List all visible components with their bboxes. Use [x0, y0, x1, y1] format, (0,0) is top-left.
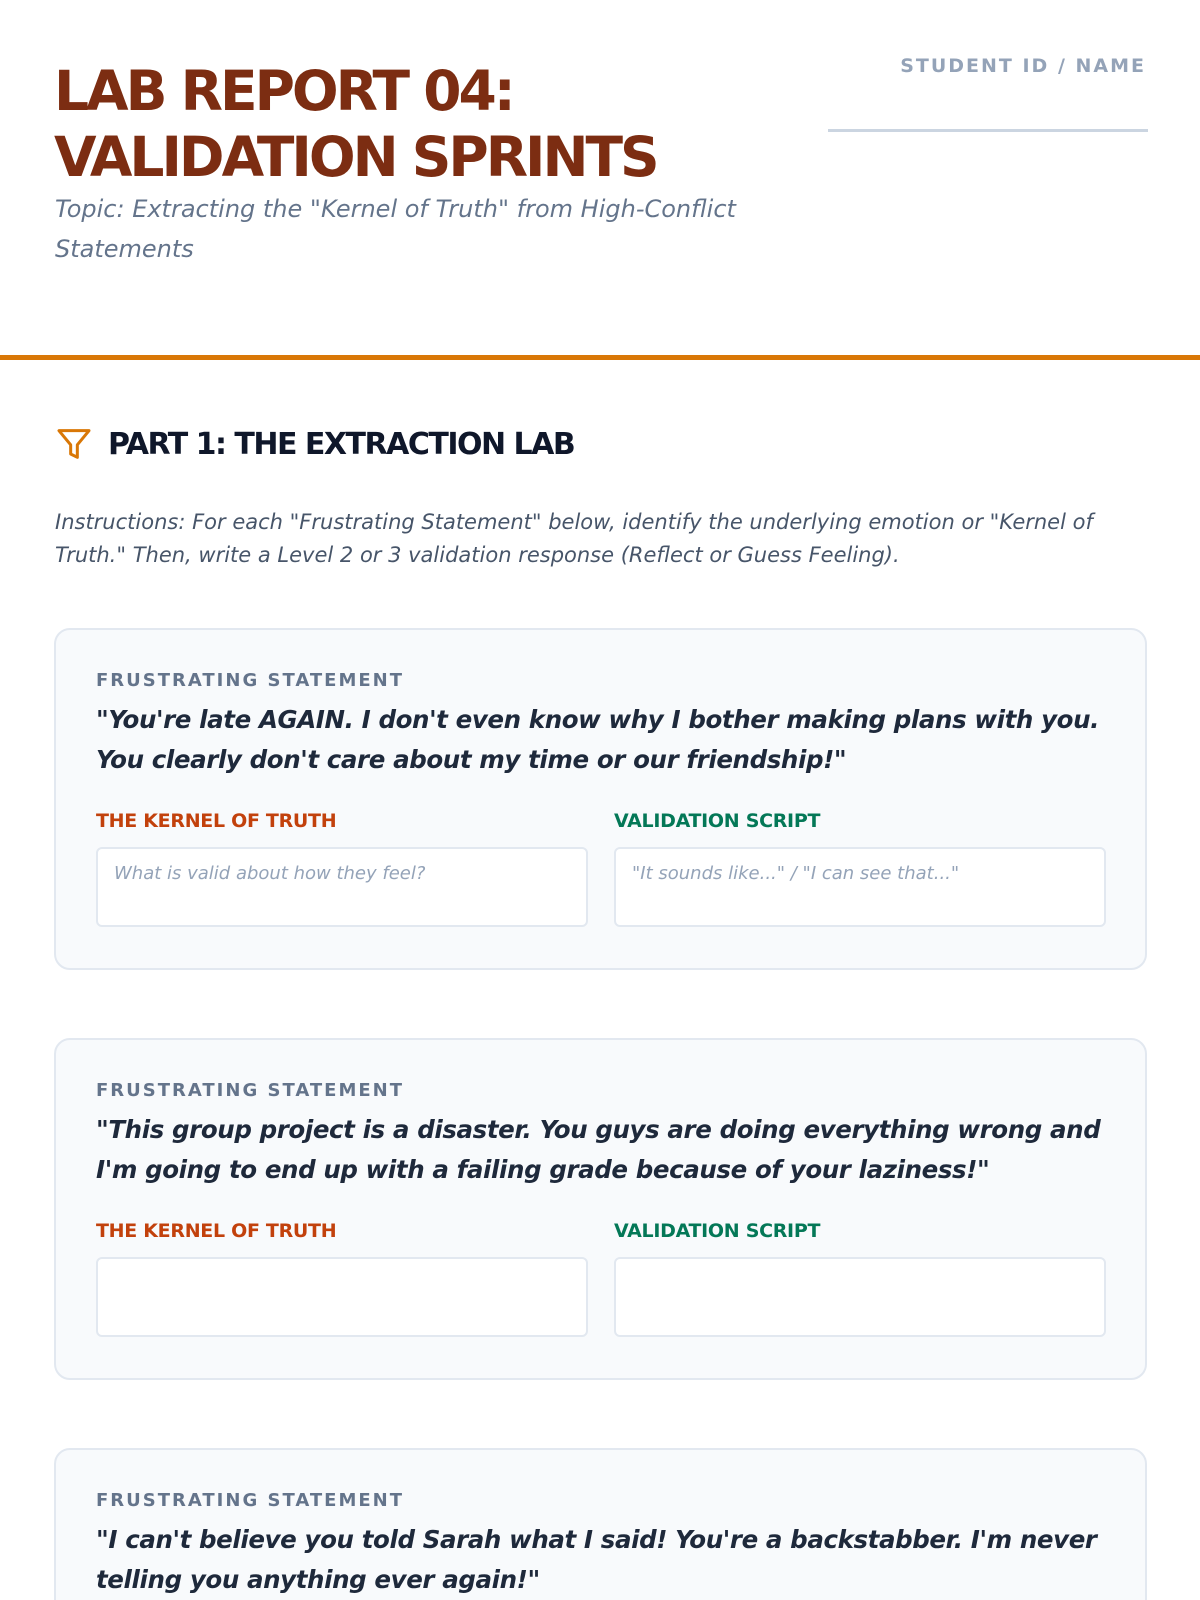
validation-script-input[interactable] [614, 1257, 1106, 1337]
validation-script-label: VALIDATION SCRIPT [614, 1220, 821, 1242]
frustrating-statement: "This group project is a disaster. You guys are doing everything wrong and I'm going to end up with a failing grade because of your laziness!" [96, 1115, 1101, 1184]
statement-card-3 [54, 1448, 1147, 1600]
filter-funnel-icon [54, 424, 94, 464]
validation-script-input[interactable] [614, 847, 1106, 927]
student-id-field[interactable] [828, 129, 1148, 132]
frustrating-statement: "I can't believe you told Sarah what I said! You're a backstabber. I'm never telling you anything ever again!" [96, 1525, 1097, 1594]
student-id-label: STUDENT ID / NAME [900, 55, 1146, 77]
frustrating-statement: "You're late AGAIN. I don't even know why I bother making plans with you. You clearly don't care about my time or our friendship!" [96, 705, 1100, 774]
statement-card-1 [54, 628, 1147, 970]
statement-label: FRUSTRATING STATEMENT [96, 1080, 404, 1101]
section-title: PART 1: THE EXTRACTION LAB [108, 426, 575, 462]
report-header [0, 0, 1200, 360]
report-title-line-1: LAB REPORT 04: [54, 59, 513, 123]
kernel-of-truth-input[interactable] [96, 1257, 588, 1337]
statement-label: FRUSTRATING STATEMENT [96, 670, 404, 691]
kernel-of-truth-label: THE KERNEL OF TRUTH [96, 810, 337, 832]
validation-script-label: VALIDATION SCRIPT [614, 810, 821, 832]
report-title-line-2: VALIDATION SPRINTS [54, 125, 657, 189]
report-topic: Topic: Extracting the "Kernel of Truth" from High-Conflict Statements [55, 195, 736, 263]
report-title [54, 58, 657, 190]
section-heading [54, 422, 574, 466]
statement-card-2 [54, 1038, 1147, 1380]
kernel-of-truth-label: THE KERNEL OF TRUTH [96, 1220, 337, 1242]
statement-label: FRUSTRATING STATEMENT [96, 1490, 404, 1511]
section-instructions: Instructions: For each "Frustrating Statement" below, identify the underlying emotion or "Kernel of Truth." Then, write a Level 2 or 3 validation response (Reflect or Guess Feeling). [55, 510, 1093, 567]
kernel-of-truth-input[interactable] [96, 847, 588, 927]
